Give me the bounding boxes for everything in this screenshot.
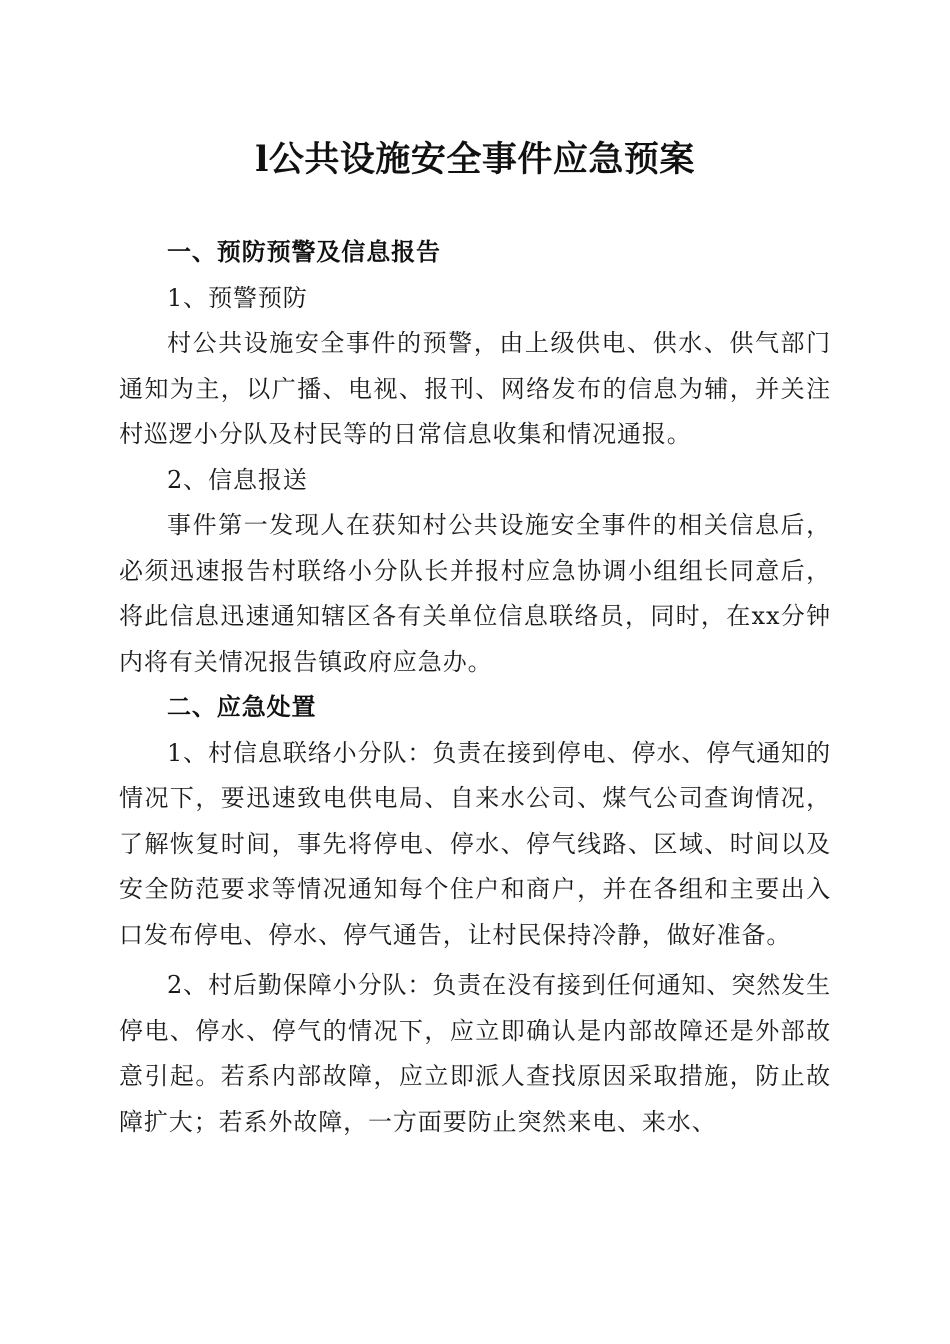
document-title: l公共设施安全事件应急预案: [255, 139, 695, 180]
subheading-info-reporting: 2、信息报送: [167, 465, 308, 494]
paragraph-info-reporting: 事件第一发现人在获知村公共设施安全事件的相关信息后，必须迅速报告村联络小分队长并报村应急协调小组组长同意后，将此信息迅速通知辖区各有关单位信息联络员，同时，在xx分钟内将有关情况报告镇政府应急办。: [119, 511, 831, 676]
section-heading-emergency-response: 二、应急处置: [167, 693, 317, 721]
subheading-early-warning: 1、预警预防: [167, 283, 308, 312]
document-body: [119, 230, 831, 1145]
section-heading-prevention: 一、预防预警及信息报告: [167, 238, 441, 266]
paragraph-early-warning: 村公共设施安全事件的预警，由上级供电、供水、供气部门通知为主，以广播、电视、报刊、网络发布的信息为辅，并关注村巡逻小分队及村民等的日常信息收集和情况通报。: [119, 329, 831, 448]
paragraph-liaison-team: 1、村信息联络小分队：负责在接到停电、停水、停气通知的情况下，要迅速致电供电局、自来水公司、煤气公司查询情况，了解恢复时间，事先将停电、停水、停气线路、区域、时间以及安全防范要求等情况通知每个住户和商户，并在各组和主要出入口发布停电、停水、停气通告，让村民保持冷静，做好准备。: [119, 738, 831, 949]
paragraph-logistics-team: 2、村后勤保障小分队：负责在没有接到任何通知、突然发生停电、停水、停气的情况下，应立即确认是内部故障还是外部故意引起。若系内部故障，应立即派人查找原因采取措施，防止故障扩大；若系外故障，一方面要防止突然来电、来水、: [119, 971, 831, 1136]
